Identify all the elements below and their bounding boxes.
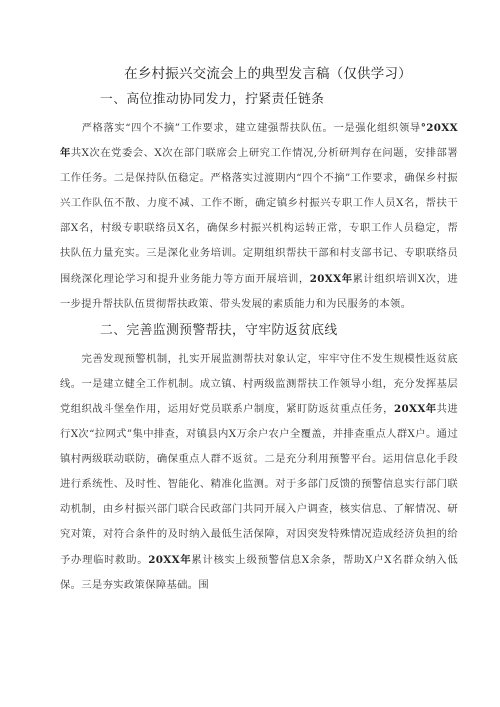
section-paragraph-2: 完善发现预警机制，扎实开展监测帮扶对象认定，牢牢守住不发生规模性返贫底线。一是建立健全工作机制。成立镇、村两级监测帮扶工作领导小组，充分发挥基层党组织战斗堡垒作用，运用好党员联系户制度，紧盯防返贫重点任务，20XX年共进行X次“拉网式”集中排查，对镇县内X万余户农户全覆盖，并排查重点人群X户。通过镇村两级联动联防，确保重点人群不返贫。二是充分利用预警平台。运用信息化手段进行系统性、及时性、智能化、精准化监测。对于多部门反馈的预警信息实行部门联动机制，由乡村振兴部门联合民政部门共同开展入户调查，核实信息、了解情况、研究对策，对符合条件的及时纳入最低生活保障，对因突发特殊情况造成经济负担的给予办理临时救助。20XX年累计核实上级预警信息X余条，帮助X户X名群众纳入低保。三是夯实政策保障基础。围 — [60, 352, 458, 591]
year-emphasis: 20XX年 — [148, 553, 192, 566]
document-title: 在乡村振兴交流会上的典型发言稿（仅供学习） — [124, 66, 412, 82]
section-heading-1: 一、高位推动协同发力，拧紧责任链条 — [100, 92, 325, 107]
section-paragraph-1: 严格落实“四个不摘”工作要求，建立建强帮扶队伍。一是强化组织领导°20XX年共X次在党委会、X次在部门联席会上研究工作情况,分析研判存在问题，安排部署工作任务。二是保持队伍稳定。严格落实过渡期内“四个不摘”工作要求，确保乡村振兴工作队伍不散、力度不减、工作不断，确定镇乡村振兴专职工作人员X名，帮扶干部X名，村级专职联络员X名，确保乡村振兴机构运转正常，专职工作人员稳定，帮扶队伍力量充实。三是深化业务培训。定期组织帮扶干部和村支部书记、专职联络员围绕深化理论学习和提升业务能力等方面开展培训，20XX年累计组织培训X次，进一步提升帮扶队伍贯彻帮扶政策、带头发展的素质能力和为民服务的本领。 — [60, 122, 458, 310]
year-emphasis: °20XX年 — [60, 122, 458, 160]
year-emphasis: 20XX年 — [393, 402, 437, 415]
year-emphasis: 20XX年 — [309, 272, 353, 285]
section-heading-2: 二、完善监测预警帮扶，守牢防返贫底线 — [100, 322, 338, 338]
